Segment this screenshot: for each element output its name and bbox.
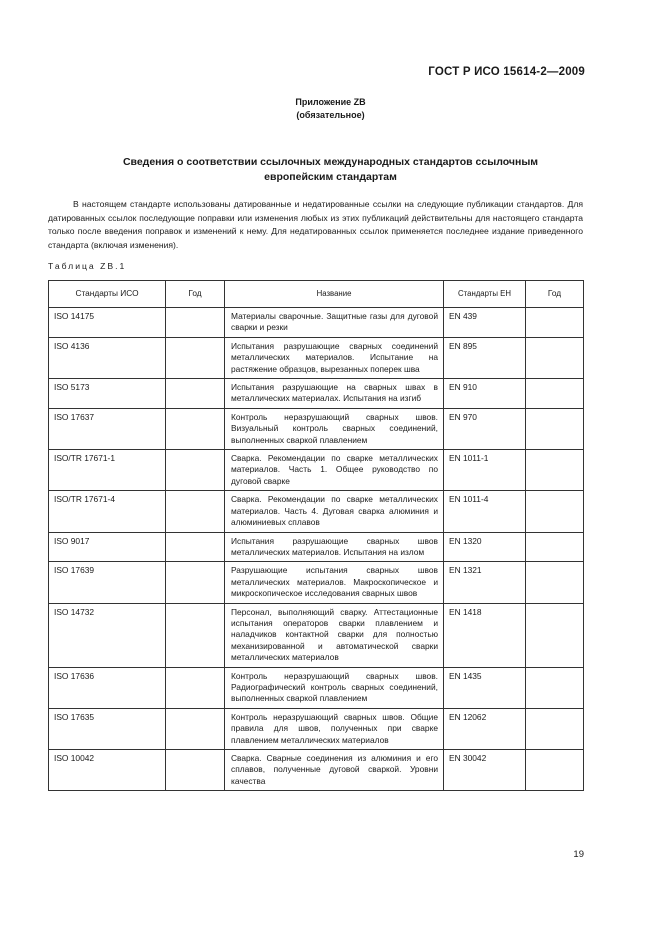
- en-standard-cell: EN 970: [444, 408, 526, 449]
- standard-name-cell: Сварка. Сварные соединения из алюминия и его сплавов, полученные дуговой сваркой. Уровни качества: [225, 750, 444, 791]
- document-code: ГОСТ Р ИСО 15614-2—2009: [428, 66, 585, 78]
- section-title: [60, 155, 601, 185]
- en-standard-cell: EN 1418: [444, 603, 526, 667]
- iso-standard-cell: ISO 14175: [49, 308, 166, 338]
- iso-year-cell: [166, 450, 225, 491]
- standard-name-cell: Сварка. Рекомендации по сварке металлических материалов. Часть 4. Дуговая сварка алюминия и алюминиевых сплавов: [225, 491, 444, 532]
- iso-year-cell: [166, 337, 225, 378]
- table-row: [49, 603, 584, 667]
- table-row: [49, 379, 584, 409]
- en-standard-cell: EN 1321: [444, 562, 526, 603]
- en-year-cell: [526, 562, 584, 603]
- column-header-en: Стандарты EH: [444, 281, 526, 308]
- intro-paragraph: В настоящем стандарте использованы датированные и недатированные ссылки на следующие публикации стандартов. Для датированных ссылок последующие поправки или изменения любых из этих публикаций действительны для настоящего стандарта только после введения поправок и изменений к нему. Для недатированных ссылок применяется последнее издание приведенного стандарта (включая изменения).: [48, 199, 583, 250]
- iso-year-cell: [166, 408, 225, 449]
- en-year-cell: [526, 337, 584, 378]
- en-year-cell: [526, 408, 584, 449]
- iso-year-cell: [166, 750, 225, 791]
- en-standard-cell: EN 910: [444, 379, 526, 409]
- en-year-cell: [526, 750, 584, 791]
- table-row: [49, 450, 584, 491]
- standard-name-cell: Материалы сварочные. Защитные газы для дуговой сварки и резки: [225, 308, 444, 338]
- en-standard-cell: EN 1011-1: [444, 450, 526, 491]
- iso-standard-cell: ISO 10042: [49, 750, 166, 791]
- en-year-cell: [526, 532, 584, 562]
- iso-standard-cell: ISO 17635: [49, 708, 166, 749]
- table-row: [49, 308, 584, 338]
- en-year-cell: [526, 308, 584, 338]
- table-row: [49, 532, 584, 562]
- table-row: [49, 491, 584, 532]
- standard-name-cell: Испытания разрушающие на сварных швах в металлических материалах. Испытания на изгиб: [225, 379, 444, 409]
- section-title-line-1: Сведения о соответствии ссылочных международных стандартов ссылочным: [122, 156, 539, 168]
- iso-year-cell: [166, 379, 225, 409]
- column-header-name: Название: [225, 281, 444, 308]
- standard-name-cell: Испытания разрушающие сварных швов металлических материалов. Испытания на излом: [225, 532, 444, 562]
- iso-year-cell: [166, 708, 225, 749]
- en-standard-cell: EN 1435: [444, 667, 526, 708]
- en-standard-cell: EN 1320: [444, 532, 526, 562]
- en-standard-cell: EN 1011-4: [444, 491, 526, 532]
- en-year-cell: [526, 450, 584, 491]
- standard-name-cell: Испытания разрушающие сварных соединений металлических материалов. Испытание на растяжение образцов, вырезанных поперек шва: [225, 337, 444, 378]
- en-year-cell: [526, 491, 584, 532]
- en-year-cell: [526, 603, 584, 667]
- standard-name-cell: Контроль неразрушающий сварных швов. Визуальный контроль сварных соединений, выполненных сваркой плавлением: [225, 408, 444, 449]
- en-standard-cell: EN 30042: [444, 750, 526, 791]
- section-title-line-2: европейским стандартам: [264, 171, 397, 183]
- table-row: [49, 750, 584, 791]
- standard-name-cell: Контроль неразрушающий сварных швов. Общие правила для швов, полученных при сварке плавлением металлических материалов: [225, 708, 444, 749]
- table-row: [49, 337, 584, 378]
- standard-name-cell: Сварка. Рекомендации по сварке металлических материалов. Часть 1. Общее руководство по дуговой сварке: [225, 450, 444, 491]
- iso-standard-cell: ISO 5173: [49, 379, 166, 409]
- en-standard-cell: EN 895: [444, 337, 526, 378]
- iso-year-cell: [166, 603, 225, 667]
- table-caption: Таблица ZB.1: [48, 261, 127, 271]
- annex-label: Приложение ZB: [295, 97, 366, 107]
- table-header-row: [49, 281, 584, 308]
- table-body: [49, 308, 584, 791]
- standards-table: [48, 280, 584, 791]
- standard-name-cell: Разрушающие испытания сварных швов металлических материалов. Макроскопическое и микроскопическое исследования сварных швов: [225, 562, 444, 603]
- iso-standard-cell: ISO/TR 17671-4: [49, 491, 166, 532]
- iso-standard-cell: ISO 9017: [49, 532, 166, 562]
- table-row: [49, 562, 584, 603]
- table-row: [49, 708, 584, 749]
- column-header-iso-year: Год: [166, 281, 225, 308]
- en-standard-cell: EN 12062: [444, 708, 526, 749]
- en-year-cell: [526, 708, 584, 749]
- column-header-iso: Стандарты ИСО: [49, 281, 166, 308]
- iso-year-cell: [166, 667, 225, 708]
- column-header-en-year: Год: [526, 281, 584, 308]
- standard-name-cell: Персонал, выполняющий сварку. Аттестационные испытания операторов сварки плавлением и наладчиков контактной сварки для полностью механизированной и автоматической сварки металлических материалов: [225, 603, 444, 667]
- annex-status: (обязательное): [296, 110, 365, 120]
- iso-year-cell: [166, 308, 225, 338]
- table-row: [49, 408, 584, 449]
- standard-name-cell: Контроль неразрушающий сварных швов. Радиографический контроль сварных соединений, выполненных сваркой плавлением: [225, 667, 444, 708]
- iso-standard-cell: ISO 17639: [49, 562, 166, 603]
- iso-year-cell: [166, 491, 225, 532]
- iso-standard-cell: ISO/TR 17671-1: [49, 450, 166, 491]
- en-year-cell: [526, 667, 584, 708]
- en-year-cell: [526, 379, 584, 409]
- iso-year-cell: [166, 562, 225, 603]
- page-number: 19: [573, 849, 584, 860]
- annex-heading: [0, 96, 661, 122]
- en-standard-cell: EN 439: [444, 308, 526, 338]
- iso-standard-cell: ISO 14732: [49, 603, 166, 667]
- iso-standard-cell: ISO 17636: [49, 667, 166, 708]
- iso-standard-cell: ISO 17637: [49, 408, 166, 449]
- table-row: [49, 667, 584, 708]
- iso-standard-cell: ISO 4136: [49, 337, 166, 378]
- iso-year-cell: [166, 532, 225, 562]
